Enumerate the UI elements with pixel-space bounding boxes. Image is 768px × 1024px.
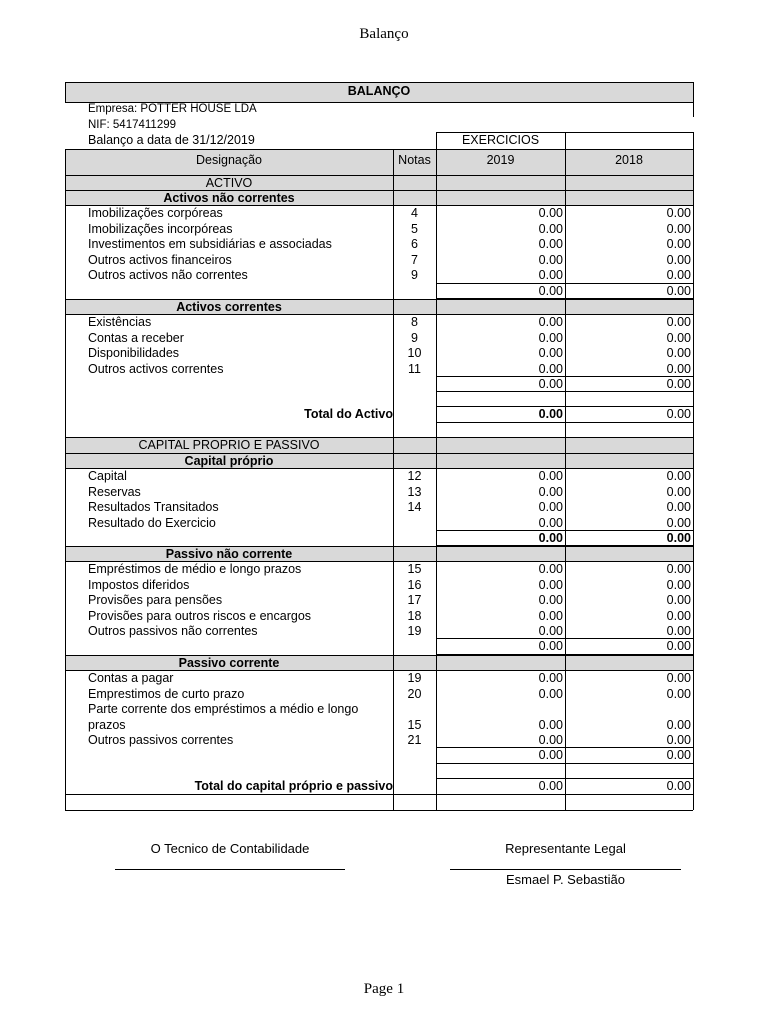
subtotal-2019: 0.00	[538, 779, 563, 793]
row-nota: 15	[407, 562, 422, 576]
row-label: Outros activos não correntes	[88, 268, 248, 282]
subtotal-2019: 0.00	[538, 377, 563, 391]
row-value-2018: 0.00	[666, 268, 691, 282]
row-rule	[65, 453, 693, 454]
row-nota: 13	[407, 484, 422, 499]
grid-line	[693, 149, 694, 810]
section-cp: Capital próprio	[184, 454, 274, 468]
row-label: prazos	[88, 717, 126, 732]
subtotal-rule	[436, 283, 693, 284]
row-value-2018: 0.00	[666, 624, 691, 638]
representante-title: Representante Legal	[505, 841, 626, 856]
representante-name: Esmael P. Sebastião	[506, 872, 625, 887]
subtotal-rule	[436, 747, 693, 748]
row-value-2018: 0.00	[666, 671, 691, 685]
cp-rule	[65, 468, 393, 469]
subtotal-2019: 0.00	[538, 748, 563, 762]
subtotal-2019: 0.00	[538, 407, 563, 421]
row-value-2019: 0.00	[538, 315, 563, 329]
row-rule	[65, 190, 693, 191]
section-activo: ACTIVO	[205, 176, 253, 190]
row-value-2019: 0.00	[538, 577, 563, 592]
row-label: Investimentos em subsidiárias e associadas	[88, 237, 332, 251]
row-value-2019: 0.00	[538, 500, 563, 514]
row-label: Parte corrente dos empréstimos a médio e longo	[88, 702, 359, 716]
page-header: Balanço	[359, 26, 409, 42]
row-label: Contas a receber	[88, 330, 184, 345]
title-top	[65, 82, 693, 83]
header-bottom	[65, 175, 693, 176]
row-value-2019: 0.00	[538, 686, 563, 701]
row-label: Imobilizações incorpóreas	[88, 221, 233, 236]
row-nota: 16	[407, 577, 422, 592]
row-label: Outros activos correntes	[88, 361, 224, 376]
row-nota: 5	[411, 221, 418, 236]
subtotal-rule	[436, 391, 693, 392]
row-value-2019: 0.00	[538, 221, 563, 236]
row-nota: 12	[407, 469, 422, 483]
subtotal-2019: 0.00	[538, 284, 563, 298]
row-value-2019: 0.00	[538, 624, 563, 638]
company-name: Empresa: POTTER HOUSE LDA	[88, 103, 257, 115]
row-rule	[65, 314, 693, 315]
row-value-2018: 0.00	[666, 733, 691, 747]
row-label: Capital	[88, 469, 127, 483]
subtotal-2018: 0.00	[666, 779, 691, 793]
row-value-2018: 0.00	[666, 500, 691, 514]
row-value-2018: 0.00	[666, 361, 691, 376]
row-nota: 20	[407, 686, 422, 701]
row-label: Contas a pagar	[88, 671, 174, 685]
grid-line	[565, 149, 566, 810]
row-value-2019: 0.00	[538, 671, 563, 685]
row-value-2019: 0.00	[538, 593, 563, 607]
row-label: Outros passivos correntes	[88, 733, 234, 747]
company-nif: NIF: 5417411299	[88, 119, 177, 131]
row-label: Reservas	[88, 484, 141, 499]
row-label: Provisões para outros riscos e encargos	[88, 608, 312, 623]
section-cpp: CAPITAL PROPRIO E PASSIVO	[138, 438, 320, 452]
grid-line	[393, 149, 394, 810]
row-value-2018: 0.00	[666, 346, 691, 360]
row-label: Impostos diferidos	[88, 577, 190, 592]
subtotal-rule	[436, 530, 693, 531]
subtotal-2019: 0.00	[538, 639, 563, 653]
row-value-2018: 0.00	[666, 315, 691, 329]
row-nota	[393, 516, 436, 531]
col-2018: 2018	[615, 153, 643, 167]
cp-rule	[393, 468, 693, 469]
grid-line	[565, 132, 566, 149]
row-value-2019: 0.00	[538, 484, 563, 499]
row-label: Existências	[88, 315, 152, 329]
row-value-2018: 0.00	[666, 593, 691, 607]
row-label: Provisões para pensões	[88, 593, 223, 607]
exercicios-label: EXERCICIOS	[461, 133, 540, 147]
subtotal-2018: 0.00	[666, 531, 691, 545]
row-nota: 9	[411, 330, 418, 345]
grid-line	[436, 149, 437, 810]
section-total-cpp: Total do capital próprio e passivo	[194, 779, 393, 793]
row-value-2018	[565, 702, 691, 717]
row-value-2018: 0.00	[666, 562, 691, 576]
row-value-2019: 0.00	[538, 733, 563, 747]
subtotal-rule	[436, 763, 693, 764]
row-label: Outros passivos não correntes	[88, 624, 258, 638]
page-footer: Page 1	[363, 981, 405, 997]
subtotal-2019: 0.00	[538, 531, 563, 545]
row-value-2019: 0.00	[538, 608, 563, 623]
row-rule	[65, 670, 693, 671]
subtotal-rule	[436, 654, 693, 655]
row-rule	[65, 299, 693, 300]
balance-title: BALANÇO	[347, 84, 411, 98]
row-nota: 14	[407, 500, 422, 514]
header-top	[65, 149, 693, 150]
section-pc: Passivo corrente	[178, 656, 280, 670]
row-nota: 19	[407, 671, 422, 685]
row-value-2019: 0.00	[538, 206, 563, 220]
subtotal-2018: 0.00	[666, 284, 691, 298]
subtotal-rule	[436, 298, 693, 299]
representante-signature-line	[450, 869, 681, 870]
subtotal-2018: 0.00	[666, 407, 691, 421]
row-value-2019: 0.00	[538, 361, 563, 376]
grid-line	[436, 132, 437, 149]
row-value-2019: 0.00	[538, 469, 563, 483]
row-nota: 6	[411, 237, 418, 251]
row-nota: 19	[407, 624, 422, 638]
subtotal-rule	[436, 422, 693, 423]
row-value-2019: 0.00	[538, 268, 563, 282]
row-value-2018: 0.00	[666, 330, 691, 345]
col-designacao: Designação	[195, 153, 262, 167]
subtotal-rule	[436, 778, 693, 779]
row-rule	[65, 437, 693, 438]
row-label: Resultado do Exercicio	[88, 515, 216, 530]
row-nota: 11	[408, 361, 421, 376]
row-nota: 21	[407, 733, 422, 747]
row-value-2018: 0.00	[666, 221, 691, 236]
row-value-2018: 0.00	[666, 577, 691, 592]
row-value-2018: 0.00	[666, 515, 691, 530]
row-value-2018: 0.00	[666, 469, 691, 483]
row-value-2018: 0.00	[666, 206, 691, 220]
row-nota: 8	[411, 315, 418, 329]
title-bottom	[65, 102, 693, 103]
section-total-activo: Total do Activo	[304, 407, 393, 421]
row-value-2019: 0.00	[538, 717, 563, 732]
row-value-2019: 0.00	[538, 237, 563, 251]
row-rule	[65, 794, 693, 795]
row-nota: 15	[407, 717, 422, 732]
subtotal-rule	[436, 545, 693, 546]
row-value-2019: 0.00	[538, 346, 563, 360]
row-value-2018: 0.00	[666, 237, 691, 251]
row-rule	[65, 205, 693, 206]
row-label: Emprestimos de curto prazo	[88, 686, 245, 701]
row-value-2018: 0.00	[666, 686, 691, 701]
row-nota: 17	[407, 593, 422, 607]
row-nota	[393, 702, 436, 717]
row-label: Imobilizações corpóreas	[88, 206, 223, 220]
row-nota: 7	[411, 252, 418, 267]
section-anc: Activos não correntes	[163, 191, 295, 205]
row-value-2019	[436, 702, 563, 717]
row-value-2019: 0.00	[538, 252, 563, 267]
row-value-2019: 0.00	[538, 330, 563, 345]
row-label: Empréstimos de médio e longo prazos	[88, 562, 302, 576]
row-value-2018: 0.00	[666, 608, 691, 623]
row-rule	[65, 546, 693, 547]
row-rule	[65, 810, 693, 811]
balance-date: Balanço a data de 31/12/2019	[88, 133, 255, 147]
subtotal-2018: 0.00	[666, 639, 691, 653]
subtotal-rule	[436, 376, 693, 377]
grid-line	[65, 82, 66, 102]
col-2019: 2019	[486, 153, 515, 167]
row-rule	[65, 561, 693, 562]
col-notas: Notas	[398, 153, 431, 167]
row-nota: 4	[411, 206, 418, 220]
row-nota: 9	[411, 268, 418, 282]
row-value-2019: 0.00	[538, 562, 563, 576]
row-label: Resultados Transitados	[88, 500, 219, 514]
subtotal-rule	[436, 406, 693, 407]
tecnico-title: O Tecnico de Contabilidade	[150, 841, 310, 856]
subtotal-2018: 0.00	[666, 748, 691, 762]
grid-line	[65, 149, 66, 810]
section-ac: Activos correntes	[176, 300, 282, 314]
section-pnc: Passivo não corrente	[165, 547, 293, 561]
row-nota: 18	[407, 608, 422, 623]
row-value-2018: 0.00	[666, 717, 691, 732]
row-value-2018: 0.00	[666, 484, 691, 499]
row-label: Disponibilidades	[88, 346, 180, 360]
row-value-2019: 0.00	[538, 515, 563, 530]
row-value-2018: 0.00	[666, 252, 691, 267]
grid-line	[693, 82, 694, 117]
subtotal-2018: 0.00	[666, 377, 691, 391]
tecnico-signature-line	[115, 869, 345, 870]
row-rule	[65, 655, 693, 656]
row-label: Outros activos financeiros	[88, 252, 232, 267]
grid-line	[693, 132, 694, 149]
subtotal-rule	[436, 638, 693, 639]
row-nota: 10	[407, 346, 422, 360]
